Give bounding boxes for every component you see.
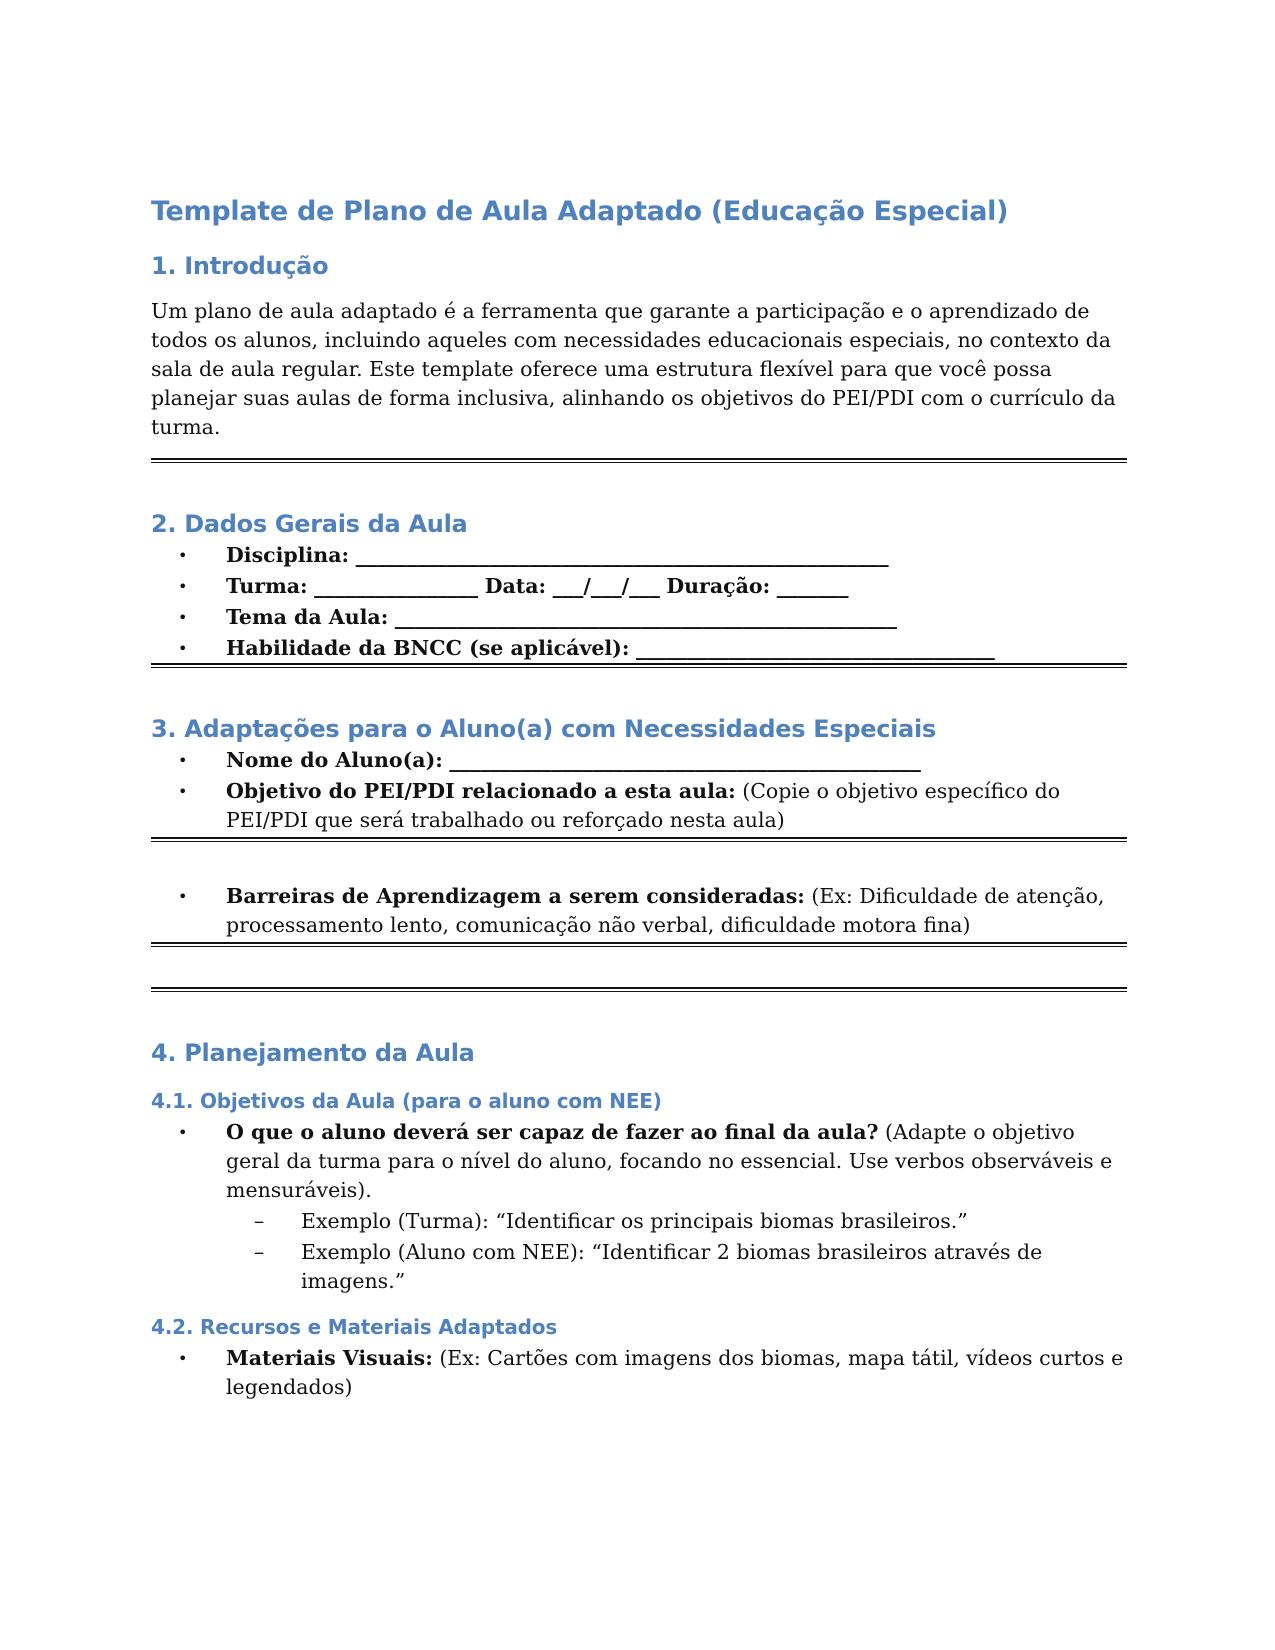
bullet-icon: • xyxy=(178,1349,188,1368)
document-page xyxy=(151,196,1127,1402)
adaptacoes-list-2 xyxy=(151,882,1127,940)
field-hint-objetivo-aluno: (Adapte o objetivo geral da turma para o nível do aluno, focando no essencial. Use verbos observáveis e mensuráveis). xyxy=(226,1120,1113,1202)
bullet-icon: • xyxy=(178,608,188,627)
field-label-disciplina: Disciplina: xyxy=(226,543,350,567)
section-heading-planejamento: 4. Planejamento da Aula xyxy=(151,1039,475,1067)
list-item-disciplina xyxy=(151,541,1127,570)
field-hint-objetivo-pei: (Copie o objetivo específico do PEI/PDI que será trabalhado ou reforçado nesta aula) xyxy=(226,779,1061,832)
bullet-icon: • xyxy=(178,546,188,565)
field-blank-bncc[interactable]: ___________________________________ xyxy=(636,636,995,660)
dash-icon: – xyxy=(254,1209,265,1233)
field-label-tema: Tema da Aula: xyxy=(226,605,389,629)
field-blank-turma[interactable]: ________________ xyxy=(314,574,479,598)
section-heading-adaptacoes: 3. Adaptações para o Aluno(a) com Necessidades Especiais xyxy=(151,715,936,743)
adaptacoes-list-1 xyxy=(151,746,1127,835)
dados-gerais-list xyxy=(151,541,1127,663)
field-label-objetivo-aluno: O que o aluno deverá ser capaz de fazer ao final da aula? xyxy=(226,1120,879,1144)
field-blank-duracao[interactable]: _______ xyxy=(776,574,849,598)
examples-list xyxy=(151,1207,1127,1296)
field-blank-tema[interactable]: _________________________________________________ xyxy=(394,605,898,629)
field-label-materiais-visuais: Materiais Visuais: xyxy=(226,1346,433,1370)
horizontal-rule xyxy=(151,663,1127,668)
field-hint-barreiras: (Ex: Dificuldade de atenção, processamento lento, comunicação não verbal, dificuldade motora fina) xyxy=(226,884,1105,937)
list-item-example-turma xyxy=(151,1207,1127,1236)
horizontal-rule xyxy=(151,987,1127,992)
bullet-icon: • xyxy=(178,1123,188,1142)
list-item-bncc xyxy=(151,634,1127,663)
objetivos-list xyxy=(151,1118,1127,1296)
bullet-icon: • xyxy=(178,887,188,906)
subsection-heading-recursos: 4.2. Recursos e Materiais Adaptados xyxy=(151,1315,558,1339)
field-blank-nome-aluno[interactable]: ______________________________________________ xyxy=(449,748,921,772)
list-item-nome-aluno xyxy=(151,746,1127,775)
subsection-heading-objetivos: 4.1. Objetivos da Aula (para o aluno com NEE) xyxy=(151,1089,662,1113)
field-blank-disciplina[interactable]: ____________________________________________________ xyxy=(355,543,889,567)
bullet-icon: • xyxy=(178,782,188,801)
bullet-icon: • xyxy=(178,751,188,770)
section-heading-introducao: 1. Introdução xyxy=(151,252,329,280)
field-label-nome-aluno: Nome do Aluno(a): xyxy=(226,748,443,772)
horizontal-rule xyxy=(151,942,1127,947)
list-item-materiais-visuais xyxy=(151,1344,1127,1402)
bullet-icon: • xyxy=(178,577,188,596)
bullet-icon: • xyxy=(178,639,188,658)
field-hint-materiais-visuais: (Ex: Cartões com imagens dos biomas, mapa tátil, vídeos curtos e legendados) xyxy=(226,1346,1124,1399)
example-text-turma: Exemplo (Turma): “Identificar os principais biomas brasileiros.” xyxy=(301,1209,968,1233)
document-title: Template de Plano de Aula Adaptado (Educação Especial) xyxy=(151,196,1009,227)
field-label-objetivo-pei: Objetivo do PEI/PDI relacionado a esta aula: xyxy=(226,779,736,803)
field-label-turma: Turma: xyxy=(226,574,308,598)
list-item-objetivo-aluno xyxy=(151,1118,1127,1296)
section-heading-dados-gerais: 2. Dados Gerais da Aula xyxy=(151,510,468,538)
horizontal-rule xyxy=(151,458,1127,463)
list-item-objetivo-pei xyxy=(151,777,1127,835)
intro-paragraph: Um plano de aula adaptado é a ferramenta que garante a participação e o aprendizado de todos os alunos, incluindo aqueles com necessidades educacionais especiais, no contexto da sala de aula regular. Este template oferece uma estrutura flexível para que você possa planejar suas aulas de forma inclusiva, alinhando os objetivos do PEI/PDI com o currículo da turma. xyxy=(151,299,1116,439)
example-text-aluno: Exemplo (Aluno com NEE): “Identificar 2 biomas brasileiros através de imagens.” xyxy=(301,1240,1043,1293)
list-item-turma xyxy=(151,572,1127,601)
dash-icon: – xyxy=(254,1240,265,1264)
recursos-list xyxy=(151,1344,1127,1402)
field-label-barreiras: Barreiras de Aprendizagem a serem consideradas: xyxy=(226,884,805,908)
list-item-example-aluno xyxy=(151,1238,1127,1296)
field-blank-data[interactable]: ___/___/___ xyxy=(552,574,660,598)
list-item-tema xyxy=(151,603,1127,632)
field-label-bncc: Habilidade da BNCC (se aplicável): xyxy=(226,636,630,660)
field-label-data: Data: xyxy=(484,574,547,598)
horizontal-rule xyxy=(151,837,1127,842)
field-label-duracao: Duração: xyxy=(666,574,771,598)
list-item-barreiras xyxy=(151,882,1127,940)
